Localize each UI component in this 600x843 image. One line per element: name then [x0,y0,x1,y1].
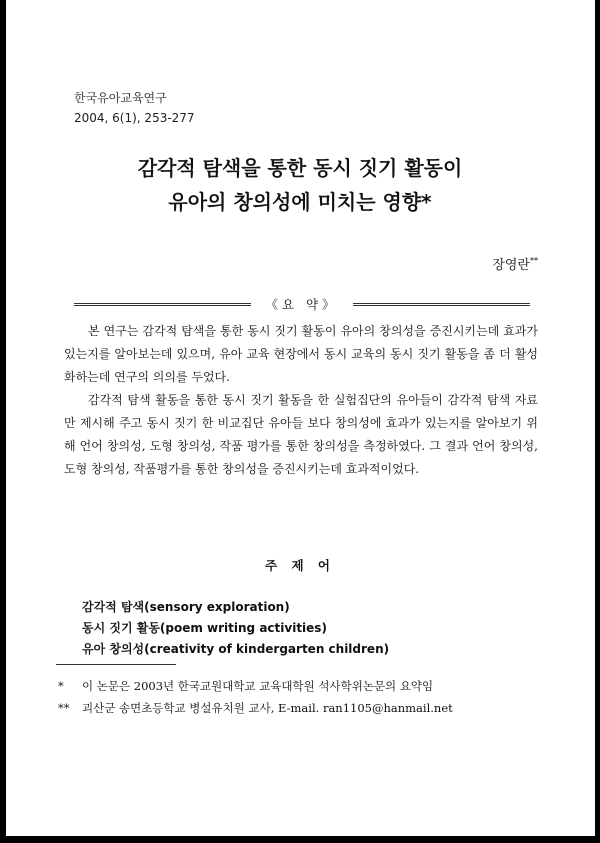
author [492,254,538,273]
paper-title-line-1: 감각적 탐색을 통한 동시 짓기 활동이 [137,156,463,180]
keywords-list [82,597,389,660]
abstract-rule-right [353,303,530,306]
keyword-item: 동시 짓기 활동(poem writing activities) [82,621,327,635]
footnote-text: 이 논문은 2003년 한국교원대학교 교육대학원 석사학위논문의 요약임 [82,679,434,693]
scan-border-right [595,0,600,843]
keyword-item: 감각적 탐색(sensory exploration) [82,600,290,614]
paper-title-line-2: 유아의 창의성에 미치는 영향* [168,190,432,214]
abstract-rule-left [74,303,251,306]
keywords-heading: 주 제 어 [265,558,335,573]
scan-border-bottom [0,836,600,843]
footnotes [58,675,453,719]
abstract-paragraph-2: 감각적 탐색 활동을 통한 동시 짓기 활동을 한 실험집단의 유아들이 감각적 탐색 자료만 제시해 주고 동시 짓기 한 비교집단 유아들 보다 창의성에 효과가 있는지를 알아보기 위해 언어 창의성, 도형 창의성, 작품 평가를 통한 창의성을 측정하였다. 그 결과 언어 창의성, 도형 창의성, 작품평가를 통한 창의성을 증진시키는데 효과적이었다. [64,393,538,476]
abstract-body [64,320,538,481]
footnote-1 [58,675,453,697]
footnote-divider [56,664,176,665]
journal-citation: 2004, 6(1), 253-277 [74,111,195,125]
footnote-2 [58,697,453,719]
journal-name: 한국유아교육연구 [74,91,167,105]
author-name: 장영란 [492,258,530,273]
abstract-paragraph-1: 본 연구는 감각적 탐색을 통한 동시 짓기 활동이 유아의 창의성을 증진시키는데 효과가 있는지를 알아보는데 있으며, 유아 교육 현장에서 동시 교육의 동시 짓기 활동을 좀 더 활성화하는데 연구의 의의를 두었다. [64,324,538,384]
abstract-heading-label: 《요 약》 [265,297,339,312]
keyword-item: 유아 창의성(creativity of kindergarten children) [82,642,390,656]
author-footnote-mark: ** [530,256,538,266]
abstract-heading [74,296,530,312]
footnote-mark: ** [58,701,70,715]
scan-border-left [0,0,6,843]
footnote-mark: * [58,679,64,693]
footnote-text: 괴산군 송면초등학교 병설유치원 교사, E-mail. ran1105@hanmail.net [82,701,453,715]
journal-info [74,88,195,128]
